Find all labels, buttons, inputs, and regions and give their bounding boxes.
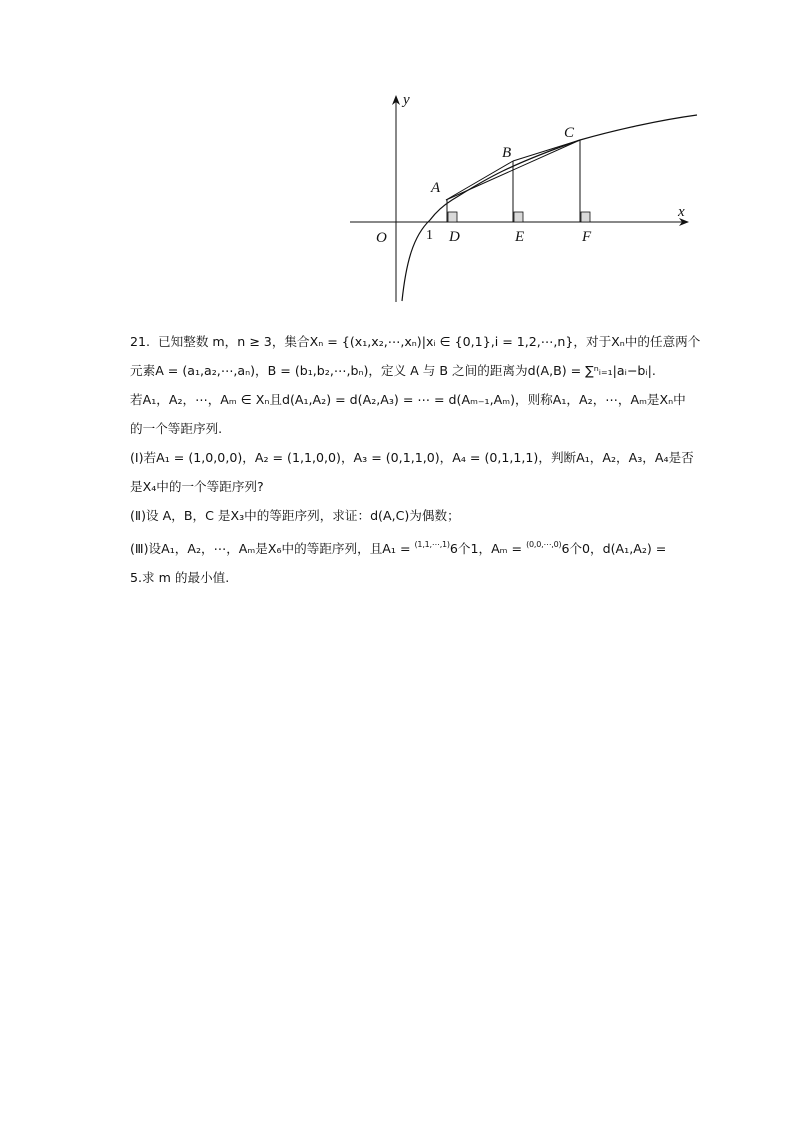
part-3-text-a: (Ⅲ)设A₁，A₂，⋯，Aₘ是X₆中的等距序列，且A₁ =	[130, 541, 415, 556]
chord-AB	[446, 161, 513, 200]
label-origin: O	[376, 230, 387, 246]
label-F: F	[582, 229, 592, 245]
problem-text-4: 的一个等距序列.	[130, 421, 223, 436]
label-A: A	[431, 180, 441, 196]
problem-line-4	[130, 414, 694, 443]
problem-text-2: 元素A = (a₁,a₂,⋯,aₙ)，B = (b₁,b₂,⋯,bₙ)，定义 A 与 B 之间的距离为d(A,B) = ∑ⁿᵢ₌₁|aᵢ−bᵢ|.	[130, 363, 656, 378]
right-angle-F	[581, 212, 590, 222]
right-angle-D	[448, 212, 457, 222]
problem-number: 21.	[130, 334, 151, 349]
label-B: B	[502, 145, 512, 161]
log-curve	[402, 115, 697, 301]
problem-text-1: 已知整数 m，n ≥ 3，集合Xₙ = {(x₁,x₂,⋯,xₙ)|xᵢ ∈ {0,1},i = 1,2,⋯,n}，对于Xₙ中的任意两个	[158, 334, 701, 349]
chord-BC	[513, 140, 580, 161]
part-3-text-b: 6个1，Aₘ =	[449, 541, 527, 556]
problem-line-2	[130, 356, 694, 385]
part-3-text-cont: 5.求 m 的最小值.	[130, 570, 230, 585]
label-E: E	[515, 229, 525, 245]
problem-line-5	[130, 443, 694, 472]
label-C: C	[564, 125, 575, 141]
function-graph-figure	[340, 88, 702, 308]
label-one: 1	[426, 228, 433, 243]
right-angle-E	[514, 212, 523, 222]
problem-21	[130, 327, 701, 592]
part-1-text-cont: 是X₄中的一个等距序列?	[130, 479, 264, 494]
part-3-sup-ones: (1,1,⋯,1)	[414, 540, 450, 549]
problem-line-3	[130, 385, 694, 414]
part-3-text-c: 6个0，d(A₁,A₂) =	[561, 541, 667, 556]
label-D: D	[449, 229, 460, 245]
problem-text-3: 若A₁，A₂，⋯，Aₘ ∈ Xₙ且d(A₁,A₂) = d(A₂,A₃) = ⋯ = d(Aₘ₋₁,Aₘ)，则称A₁，A₂，⋯，Aₘ是Xₙ中	[130, 392, 686, 407]
problem-line-1	[130, 327, 701, 356]
problem-line-9	[130, 563, 694, 592]
label-y: y	[403, 92, 410, 108]
part-2-text: (Ⅱ)设 A，B，C 是X₃中的等距序列，求证：d(A,C)为偶数；	[130, 508, 460, 523]
label-x: x	[678, 204, 685, 220]
part-1-text: (Ⅰ)若A₁ = (1,0,0,0)，A₂ = (1,1,0,0)，A₃ = (0,1,1,0)，A₄ = (0,1,1,1)，判断A₁，A₂，A₃，A₄是否	[130, 450, 694, 465]
problem-line-6	[130, 472, 694, 501]
problem-line-7	[130, 501, 694, 530]
problem-line-8	[130, 530, 694, 563]
part-3-sup-zeros: (0,0,⋯,0)	[526, 540, 562, 549]
